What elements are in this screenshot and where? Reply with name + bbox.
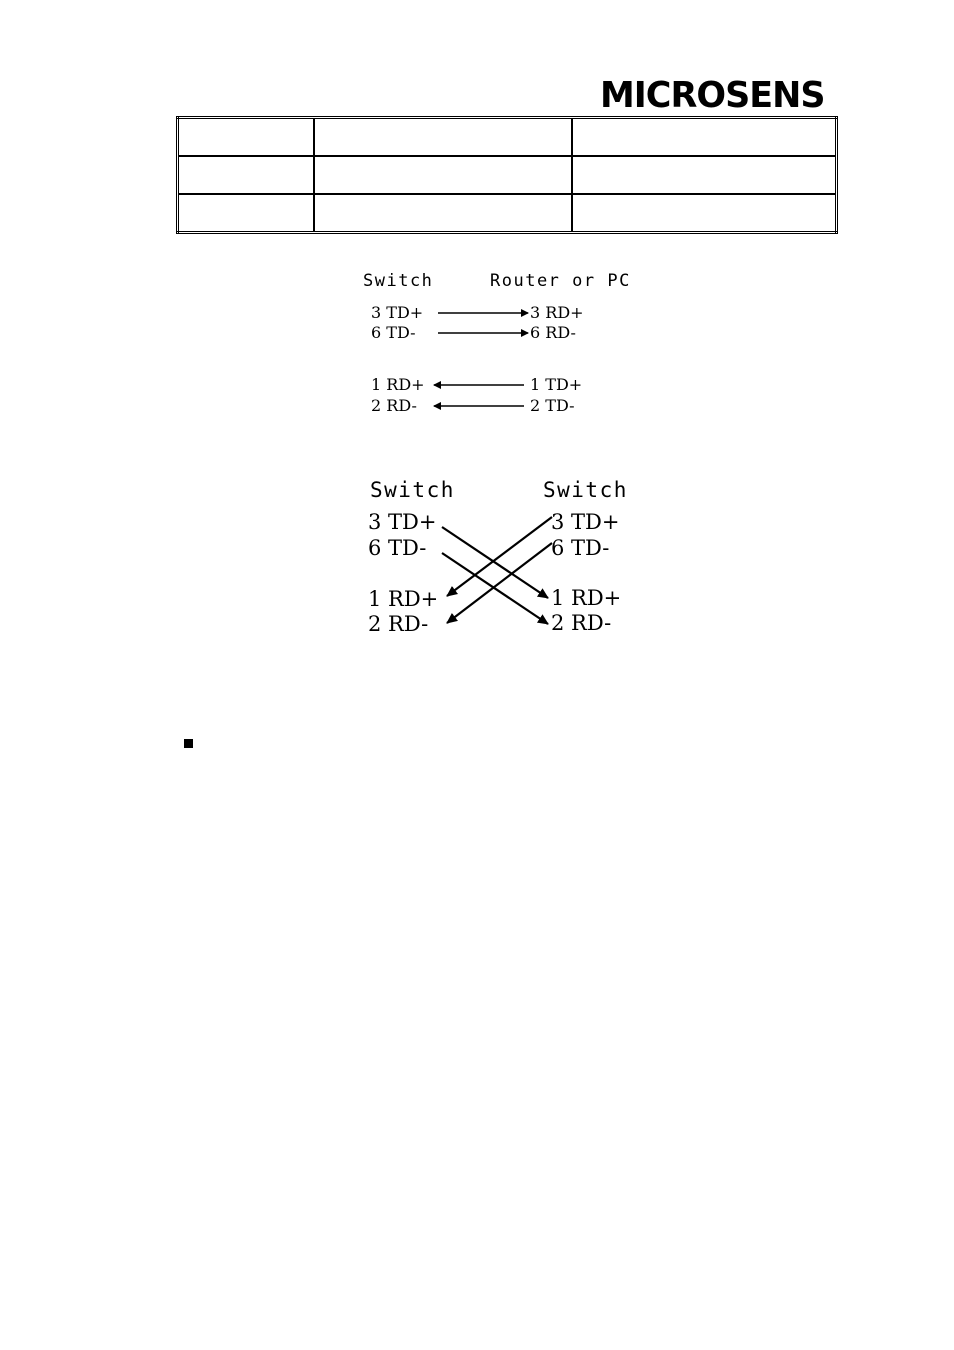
straight-right-title: Router or PC [490, 271, 631, 291]
crossover-left-pin: 3 TD+ [368, 510, 437, 534]
microsens-logo: MICROSENS [600, 75, 825, 116]
straight-right-pin: 1 TD+ [530, 375, 583, 394]
crossover-right-pin: 6 TD- [551, 536, 610, 560]
straight-right-pin: 2 TD- [530, 396, 575, 415]
straight-left-pin: 1 RD+ [371, 375, 425, 394]
crossover-right-title: Switch [543, 478, 628, 502]
crossover-right-pin: 1 RD+ [551, 586, 622, 610]
straight-left-pin: 6 TD- [371, 323, 416, 342]
straight-through-diagram [363, 271, 631, 415]
bullet-square-icon [184, 739, 193, 748]
straight-left-title: Switch [363, 271, 434, 291]
crossover-left-pin: 6 TD- [368, 536, 427, 560]
crossover-right-pin: 3 TD+ [551, 510, 620, 534]
straight-right-pin: 3 RD+ [530, 303, 584, 322]
crossover-left-pin: 2 RD- [368, 612, 429, 636]
crossover-diagram [368, 478, 628, 636]
crossover-right-pin: 2 RD- [551, 611, 612, 635]
straight-left-pin: 3 TD+ [371, 303, 424, 322]
crossover-left-pin: 1 RD+ [368, 587, 439, 611]
crossover-left-title: Switch [370, 478, 455, 502]
straight-left-pin: 2 RD- [371, 396, 417, 415]
straight-right-pin: 6 RD- [530, 323, 576, 342]
